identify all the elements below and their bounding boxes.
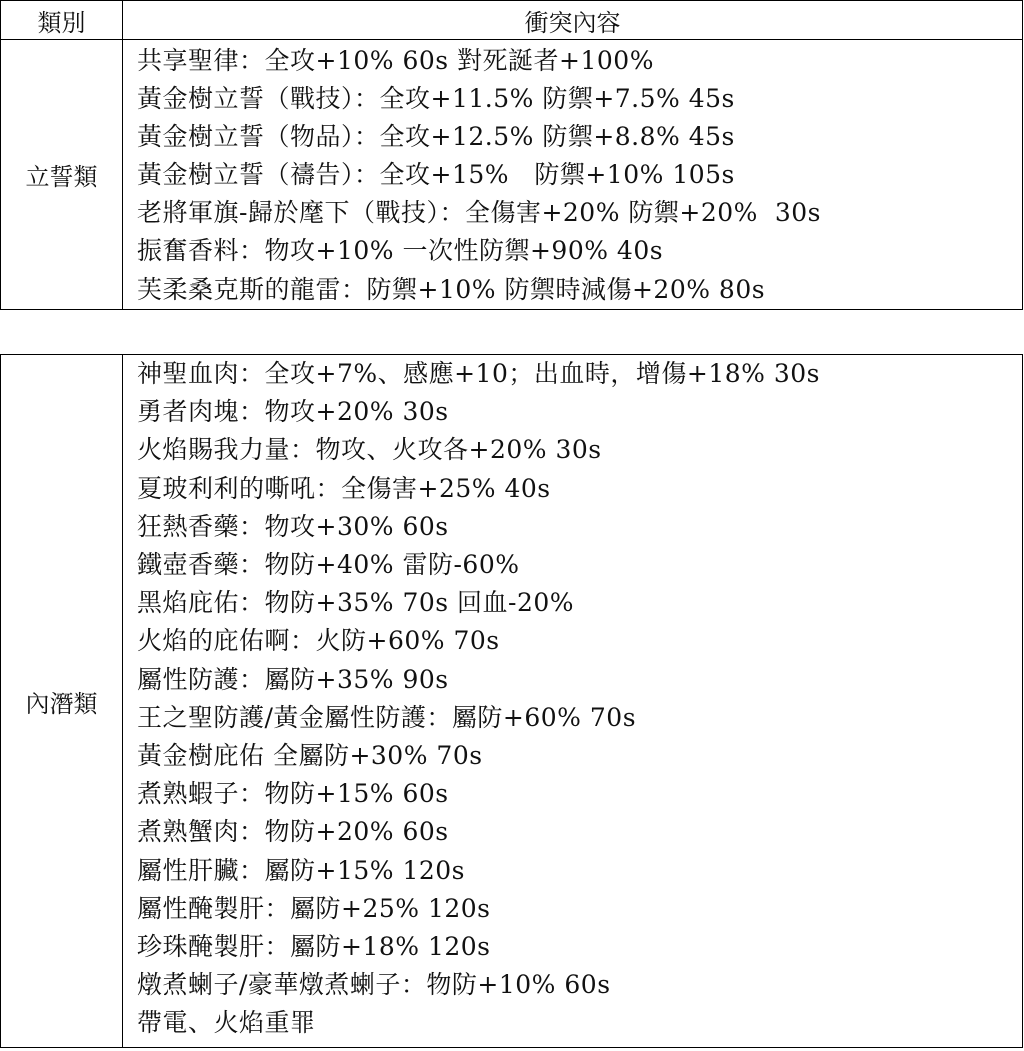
content-header: 衝突內容 — [123, 1, 1023, 40]
buff-conflict-table — [0, 354, 1023, 1048]
category-header: 類別 — [1, 1, 123, 40]
table-row — [1, 40, 1023, 310]
category-cell: 立誓類 — [1, 40, 123, 310]
list-item: 火焰的庇佑啊：火防+60% 70s — [137, 626, 500, 656]
list-item: 神聖血肉：全攻+7%、感應+10；出血時，增傷+18% 30s — [137, 359, 820, 388]
list-item: 鐵壺香藥：物防+40% 雷防-60% — [137, 550, 520, 580]
list-item: 共享聖律：全攻+10% 60s 對死誕者+100% — [137, 46, 654, 75]
list-item: 黃金樹立誓（禱告）：全攻+15% 防禦+10% 105s — [137, 160, 735, 190]
list-item: 黃金樹庇佑 全屬防+30% 70s — [137, 741, 483, 771]
list-item: 帶電、火焰重罪 — [137, 1008, 316, 1038]
oath-conflict-table — [0, 0, 1023, 310]
list-item: 黑焰庇佑：物防+35% 70s 回血-20% — [137, 588, 575, 618]
list-item: 黃金樹立誓（物品）：全攻+12.5% 防禦+8.8% 45s — [137, 122, 735, 152]
content-cell — [123, 355, 1023, 1048]
list-item: 王之聖防護/黃金屬性防護：屬防+60% 70s — [137, 702, 637, 732]
list-item: 勇者肉塊：物攻+20% 30s — [137, 397, 449, 427]
list-item: 燉煮蝲子/豪華燉煮蝲子：物防+10% 60s — [137, 970, 611, 1000]
list-item: 屬性防護：屬防+35% 90s — [137, 664, 449, 694]
list-item: 火焰賜我力量：物攻、火攻各+20% 30s — [137, 435, 602, 465]
list-item: 屬性肝臟：屬防+15% 120s — [137, 855, 466, 885]
list-item: 狂熱香藥：物攻+30% 60s — [137, 511, 449, 541]
list-item: 珍珠醃製肝：屬防+18% 120s — [137, 932, 491, 962]
list-item: 屬性醃製肝：屬防+25% 120s — [137, 893, 491, 923]
header-row — [1, 1, 1023, 40]
list-item: 芙柔桑克斯的龍雷：防禦+10% 防禦時減傷+20% 80s — [137, 274, 766, 304]
list-item: 夏玻利利的嘶吼：全傷害+25% 40s — [137, 473, 551, 503]
list-item: 黃金樹立誓（戰技）：全攻+11.5% 防禦+7.5% 45s — [137, 84, 735, 114]
list-item: 振奮香料：物攻+10% 一次性防禦+90% 40s — [137, 236, 664, 266]
content-cell — [123, 40, 1023, 310]
list-item: 煮熟蟹肉：物防+20% 60s — [137, 817, 449, 847]
list-item: 老將軍旗-歸於麾下（戰技）：全傷害+20% 防禦+20% 30s — [137, 198, 821, 228]
list-item: 煮熟蝦子：物防+15% 60s — [137, 779, 449, 809]
table-row — [1, 355, 1023, 1048]
category-cell: 內潛類 — [1, 355, 123, 1048]
